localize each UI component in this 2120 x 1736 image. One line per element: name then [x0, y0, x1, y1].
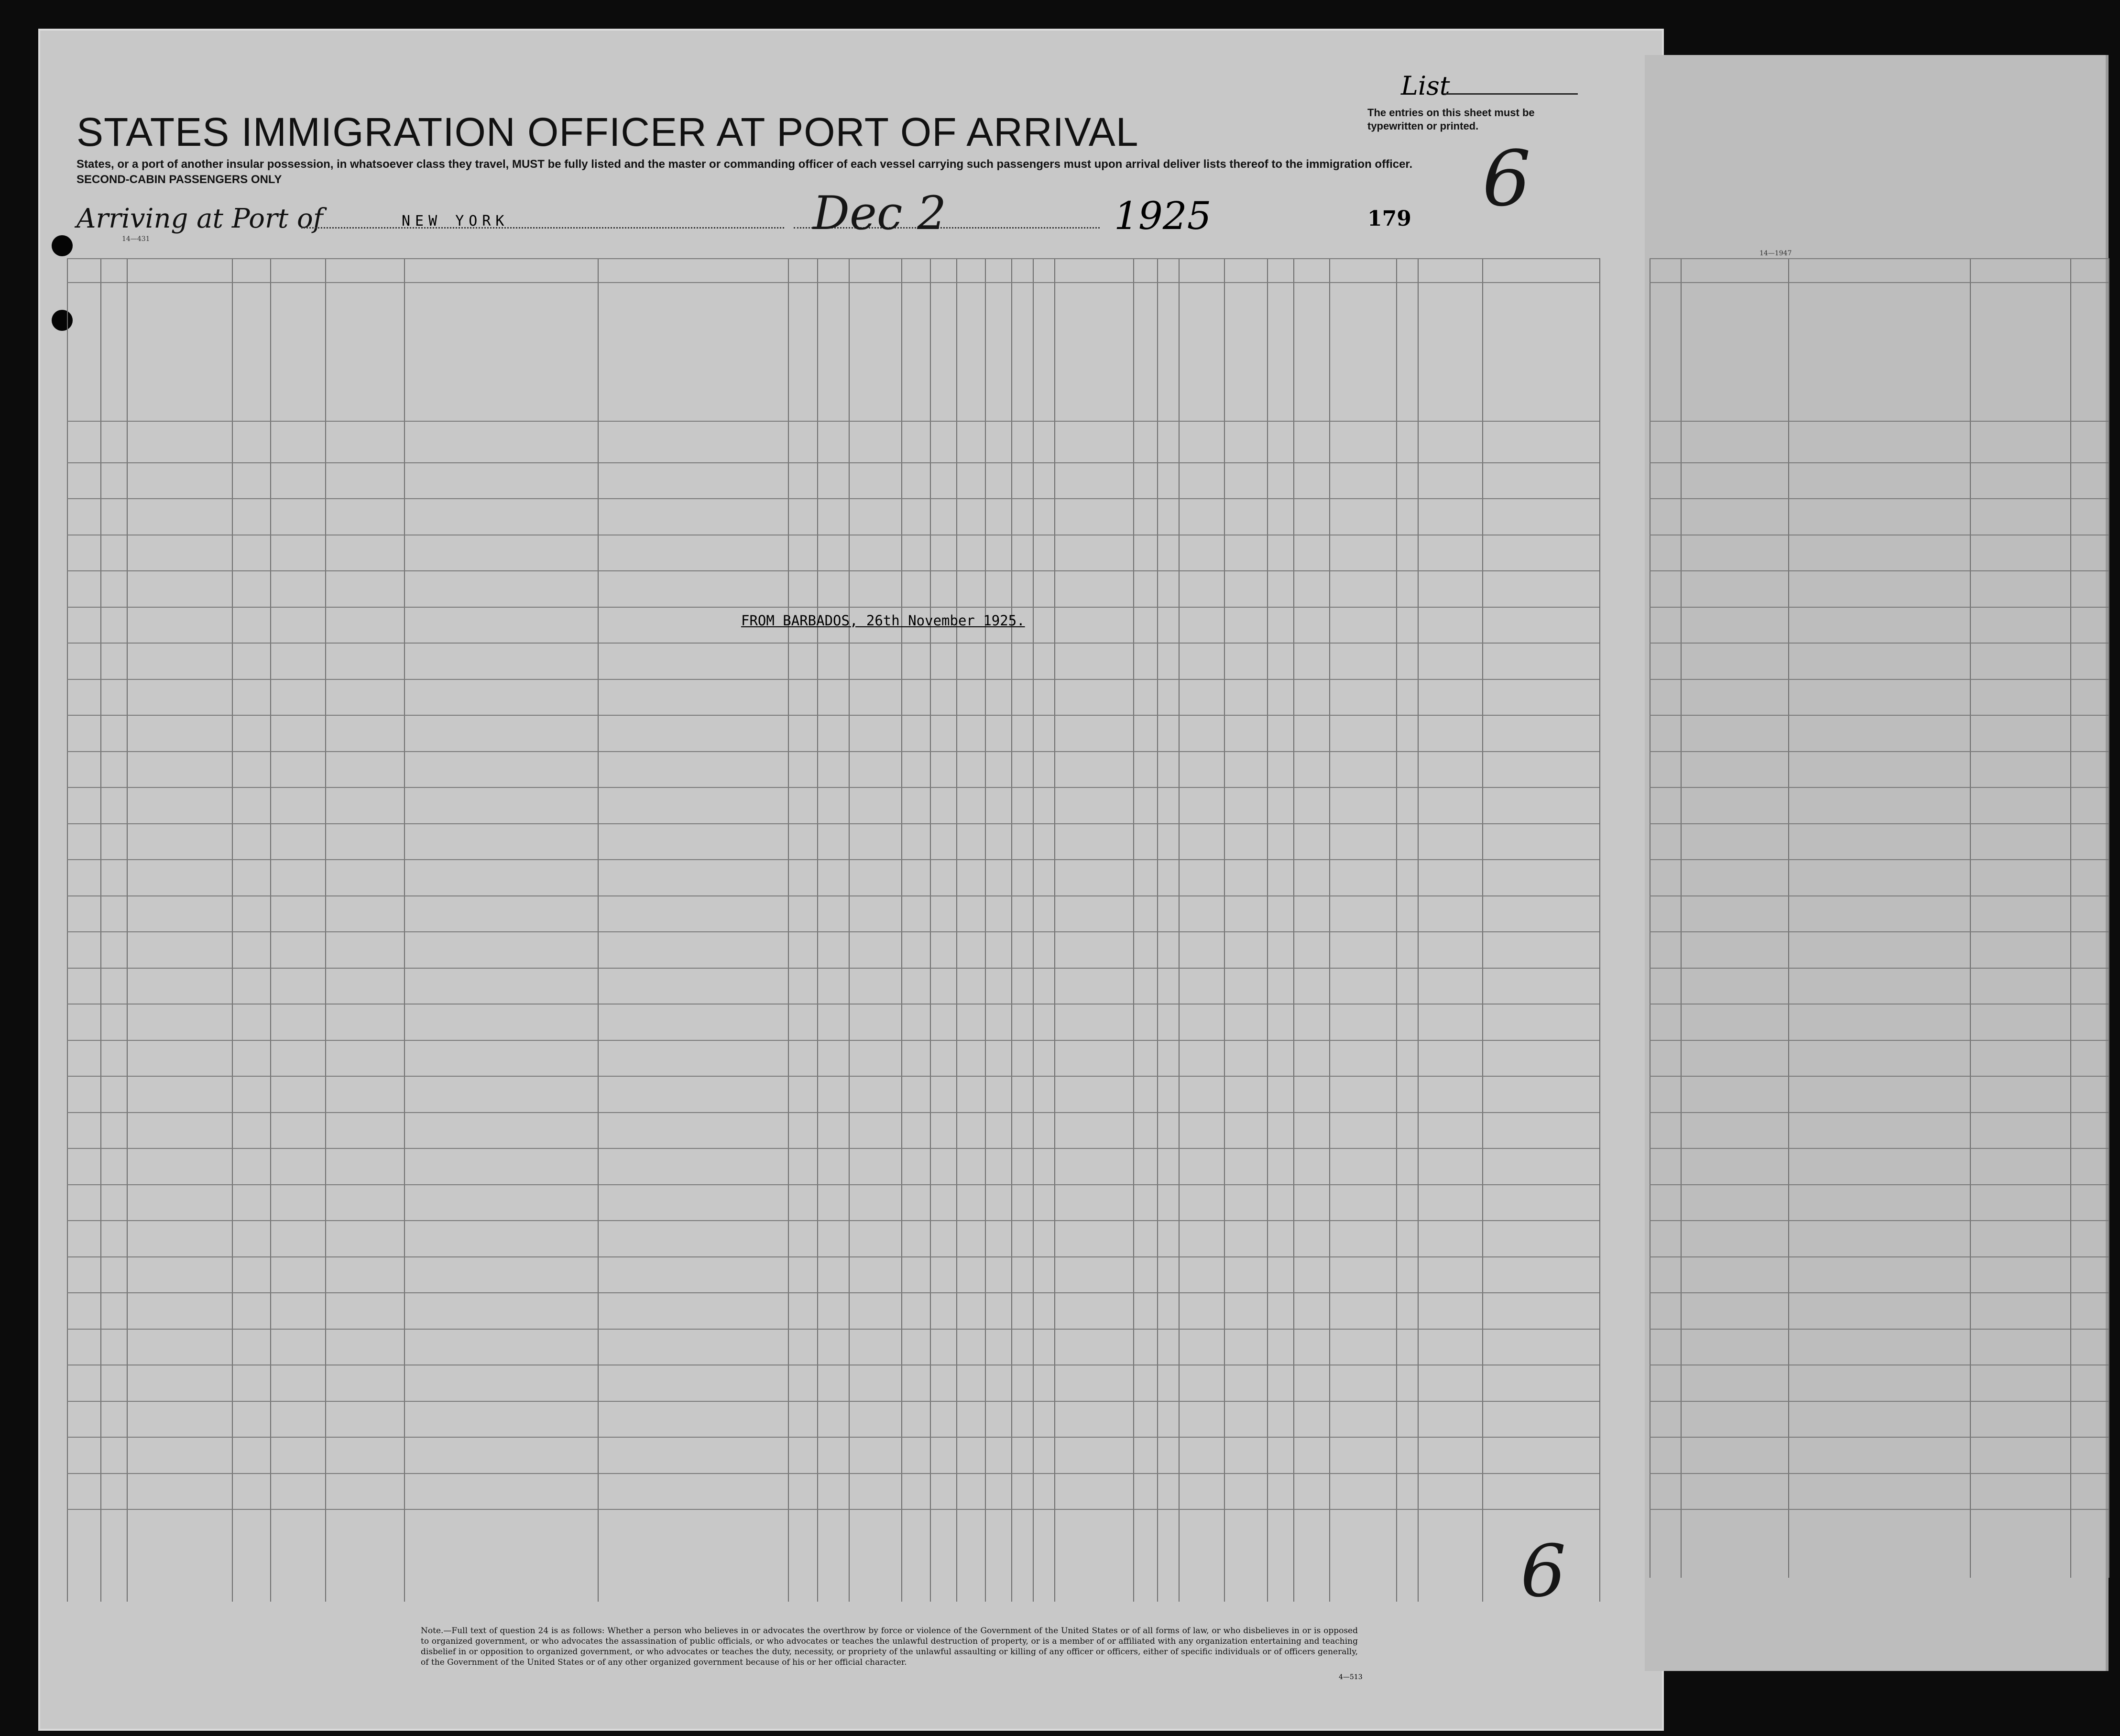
row-rule — [1650, 1184, 2109, 1185]
row-rule — [1650, 1112, 2109, 1113]
port-value: NEW YORK — [402, 213, 509, 229]
row-rule — [1650, 715, 2109, 716]
form-code-right: 14—1947 — [1759, 250, 1792, 257]
row-rule — [1650, 1256, 2109, 1257]
row-rule — [1650, 1292, 2109, 1293]
row-rule — [1650, 931, 2109, 932]
row-rule — [67, 1473, 1599, 1474]
row-rule — [1650, 1040, 2109, 1041]
list-number-bottom: 6 — [1520, 1530, 1566, 1613]
port-line — [301, 227, 784, 229]
column-rule — [788, 258, 789, 1602]
column-rule — [1157, 258, 1158, 1602]
row-rule — [67, 570, 1599, 571]
column-rule — [930, 258, 931, 1602]
arrival-date: Dec 2 — [813, 186, 947, 240]
header-rule — [67, 282, 1599, 283]
column-rule — [127, 258, 128, 1602]
column-rule — [1179, 258, 1180, 1602]
row-rule — [67, 1256, 1599, 1257]
row-rule — [67, 462, 1599, 463]
row-rule — [67, 1292, 1599, 1293]
row-rule — [1650, 679, 2109, 680]
row-rule — [1650, 895, 2109, 896]
column-rule — [1054, 258, 1055, 1602]
row-rule — [67, 823, 1599, 824]
manifest-sheet-right — [1645, 55, 2109, 1671]
header-rule — [67, 258, 1599, 259]
row-rule — [1650, 1437, 2109, 1438]
column-rule — [598, 258, 599, 1602]
row-rule — [1650, 570, 2109, 571]
row-rule — [67, 1220, 1599, 1221]
list-label: List — [1401, 71, 1450, 101]
column-rule — [232, 258, 233, 1602]
row-rule — [1650, 607, 2109, 608]
column-rule — [817, 258, 818, 1602]
footnote-code: 4—513 — [1339, 1673, 1363, 1681]
row-rule — [67, 498, 1599, 499]
column-rule — [1224, 258, 1225, 1602]
row-rule — [67, 895, 1599, 896]
class-label: SECOND-CABIN PASSENGERS ONLY — [76, 173, 282, 186]
column-rule — [404, 258, 405, 1602]
row-rule — [67, 931, 1599, 932]
column-rule — [1011, 258, 1012, 1602]
row-rule — [67, 1040, 1599, 1041]
arrival-year: 1925 — [1114, 194, 1212, 238]
entries-note: The entries on this sheet must be typewritten or printed. — [1367, 107, 1535, 132]
punch-hole — [52, 235, 73, 256]
column-rule — [901, 258, 902, 1602]
column-rule — [325, 258, 326, 1602]
column-rule — [67, 258, 68, 1602]
row-rule — [1650, 859, 2109, 860]
sheet-number: 179 — [1367, 207, 1411, 231]
row-rule — [67, 1437, 1599, 1438]
row-rule — [67, 679, 1599, 680]
header-rule — [1650, 421, 2109, 422]
column-rule — [956, 258, 957, 1602]
column-rule — [270, 258, 271, 1602]
column-rule — [1788, 258, 1789, 1578]
header-rule — [67, 421, 1599, 422]
row-rule — [67, 607, 1599, 608]
punch-hole — [52, 310, 73, 331]
row-rule — [1650, 968, 2109, 969]
column-rule — [1418, 258, 1419, 1602]
header-rule — [1650, 258, 2109, 259]
row-rule — [67, 715, 1599, 716]
row-rule — [67, 1148, 1599, 1149]
header-rule — [1650, 282, 2109, 283]
row-rule — [1650, 1220, 2109, 1221]
column-rule — [100, 258, 101, 1602]
column-rule — [1033, 258, 1034, 1602]
form-code-left: 14—431 — [122, 235, 150, 243]
row-rule — [1650, 751, 2109, 752]
row-rule — [1650, 1076, 2109, 1077]
row-rule — [1650, 1401, 2109, 1402]
column-rule — [1599, 258, 1600, 1602]
list-number: 6 — [1482, 134, 1531, 223]
row-rule — [67, 751, 1599, 752]
column-rule — [1970, 258, 1971, 1578]
row-rule — [1650, 462, 2109, 463]
row-rule — [1650, 823, 2109, 824]
column-rule — [1133, 258, 1134, 1602]
column-rule — [1329, 258, 1330, 1602]
column-rule — [1293, 258, 1294, 1602]
header-description — [76, 157, 1487, 187]
row-rule — [67, 1112, 1599, 1113]
row-rule — [67, 1184, 1599, 1185]
column-rule — [1482, 258, 1483, 1602]
arriving-label: Arriving at Port of — [76, 203, 323, 234]
description-text: States, or a port of another insular possession, in whatsoever class they travel, MUST be fully listed and the master or commanding officer of each vessel carrying such passengers must upon arrival deliver lists thereof to the immigration officer. — [76, 158, 1413, 171]
column-rule — [1681, 258, 1682, 1578]
column-rule — [1267, 258, 1268, 1602]
row-rule — [1650, 1473, 2109, 1474]
row-rule — [1650, 1148, 2109, 1149]
page-title: STATES IMMIGRATION OFFICER AT PORT OF ARRIVAL — [76, 109, 1139, 154]
row-rule — [1650, 643, 2109, 644]
row-rule — [1650, 498, 2109, 499]
row-rule — [1650, 787, 2109, 788]
row-rule — [1650, 1509, 2109, 1510]
column-rule — [2070, 258, 2071, 1578]
manifest-sheet — [38, 29, 1664, 1731]
row-rule — [67, 643, 1599, 644]
row-rule — [67, 968, 1599, 969]
barbados-banner: FROM BARBADOS, 26th November 1925. — [741, 612, 1025, 629]
row-rule — [67, 1329, 1599, 1330]
row-rule — [67, 1401, 1599, 1402]
row-rule — [67, 787, 1599, 788]
row-rule — [67, 1076, 1599, 1077]
column-rule — [849, 258, 850, 1602]
column-rule — [1396, 258, 1397, 1602]
list-line — [1444, 93, 1578, 95]
column-rule — [985, 258, 986, 1602]
row-rule — [67, 859, 1599, 860]
footnote: Note.—Full text of question 24 is as follows: Whether a person who believes in or advocates the overthrow by force or violence of the Government of the United States or of all forms of law, or who disbelieves in or is opposed to organized government, or who advocates the assassination of public officials, or who advocates or teaches the unlawful destruction of property, or is a member of or affiliated with any organization entertaining and teaching disbelief in or opposition to organized government, or who advocates or teaches the duty, necessity, or propriety of the unlawful assaulting or killing of any officer or officers, either of specific individuals or of officers generally, of the Government of the United States or of any other organized government because of his or her official character. — [421, 1626, 1358, 1667]
row-rule — [67, 1509, 1599, 1510]
row-rule — [1650, 1329, 2109, 1330]
